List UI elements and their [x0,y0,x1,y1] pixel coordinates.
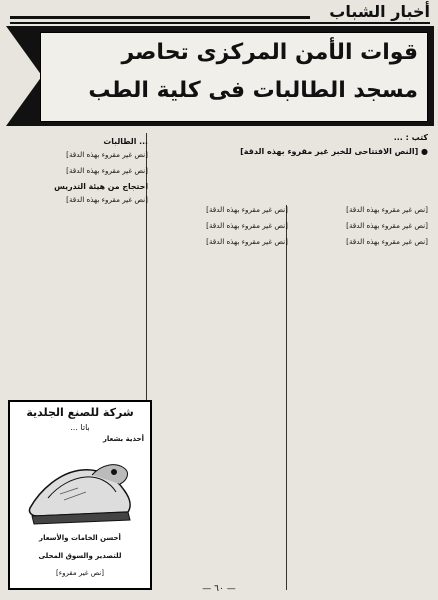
paragraph: [نص غير مقروء بهذه الدقة] [346,237,428,246]
page-number: — ٦٠ — [202,584,236,594]
ad-title: شركة للصنع الجلدية [26,406,134,419]
shoe-illustration [20,450,140,532]
paragraph: [نص غير مقروء بهذه الدقة] [66,166,148,175]
section-header [10,4,430,24]
headline-line-1: قوات الأمن المركزى تحاصر [121,40,418,65]
ad-subtitle: باتا ... [70,423,90,432]
article-column-right [296,205,428,590]
ad-price: [نص غير مقروء] [56,569,104,577]
header-rule [10,16,310,19]
article-column-middle [156,205,288,590]
shoe-advertisement [8,400,152,590]
byline: كتب : ... [393,133,428,142]
column-head: ... الطالبات [103,137,148,146]
section-title: أخبار الشباب [329,2,430,21]
column-subhead: احتجاج من هيئة التدريس [54,182,148,191]
paragraph: [نص غير مقروء بهذه الدقة] [66,195,148,204]
article-lead: ● [النص الافتتاحى للخبر غير مقروء بهذه الدقة] [240,147,428,156]
paragraph: [نص غير مقروء بهذه الدقة] [66,150,148,159]
paragraph: [نص غير مقروء بهذه الدقة] [346,221,428,230]
headline-line-2: مسجد الطالبات فى كلية الطب [88,78,418,103]
banner-arrow-shape [6,26,42,126]
ad-footer-2: للتصدير والسوق المحلى [38,552,122,560]
paragraph: [نص غير مقروء بهذه الدقة] [206,221,288,230]
paragraph: [نص غير مقروء بهذه الدقة] [346,205,428,214]
paragraph: [نص غير مقروء بهذه الدقة] [206,205,288,214]
ad-note: أحذية بشعار [102,435,144,443]
paragraph: [نص غير مقروء بهذه الدقة] [206,237,288,246]
ad-footer-1: أحسن الخامات والأسعار [39,534,121,542]
